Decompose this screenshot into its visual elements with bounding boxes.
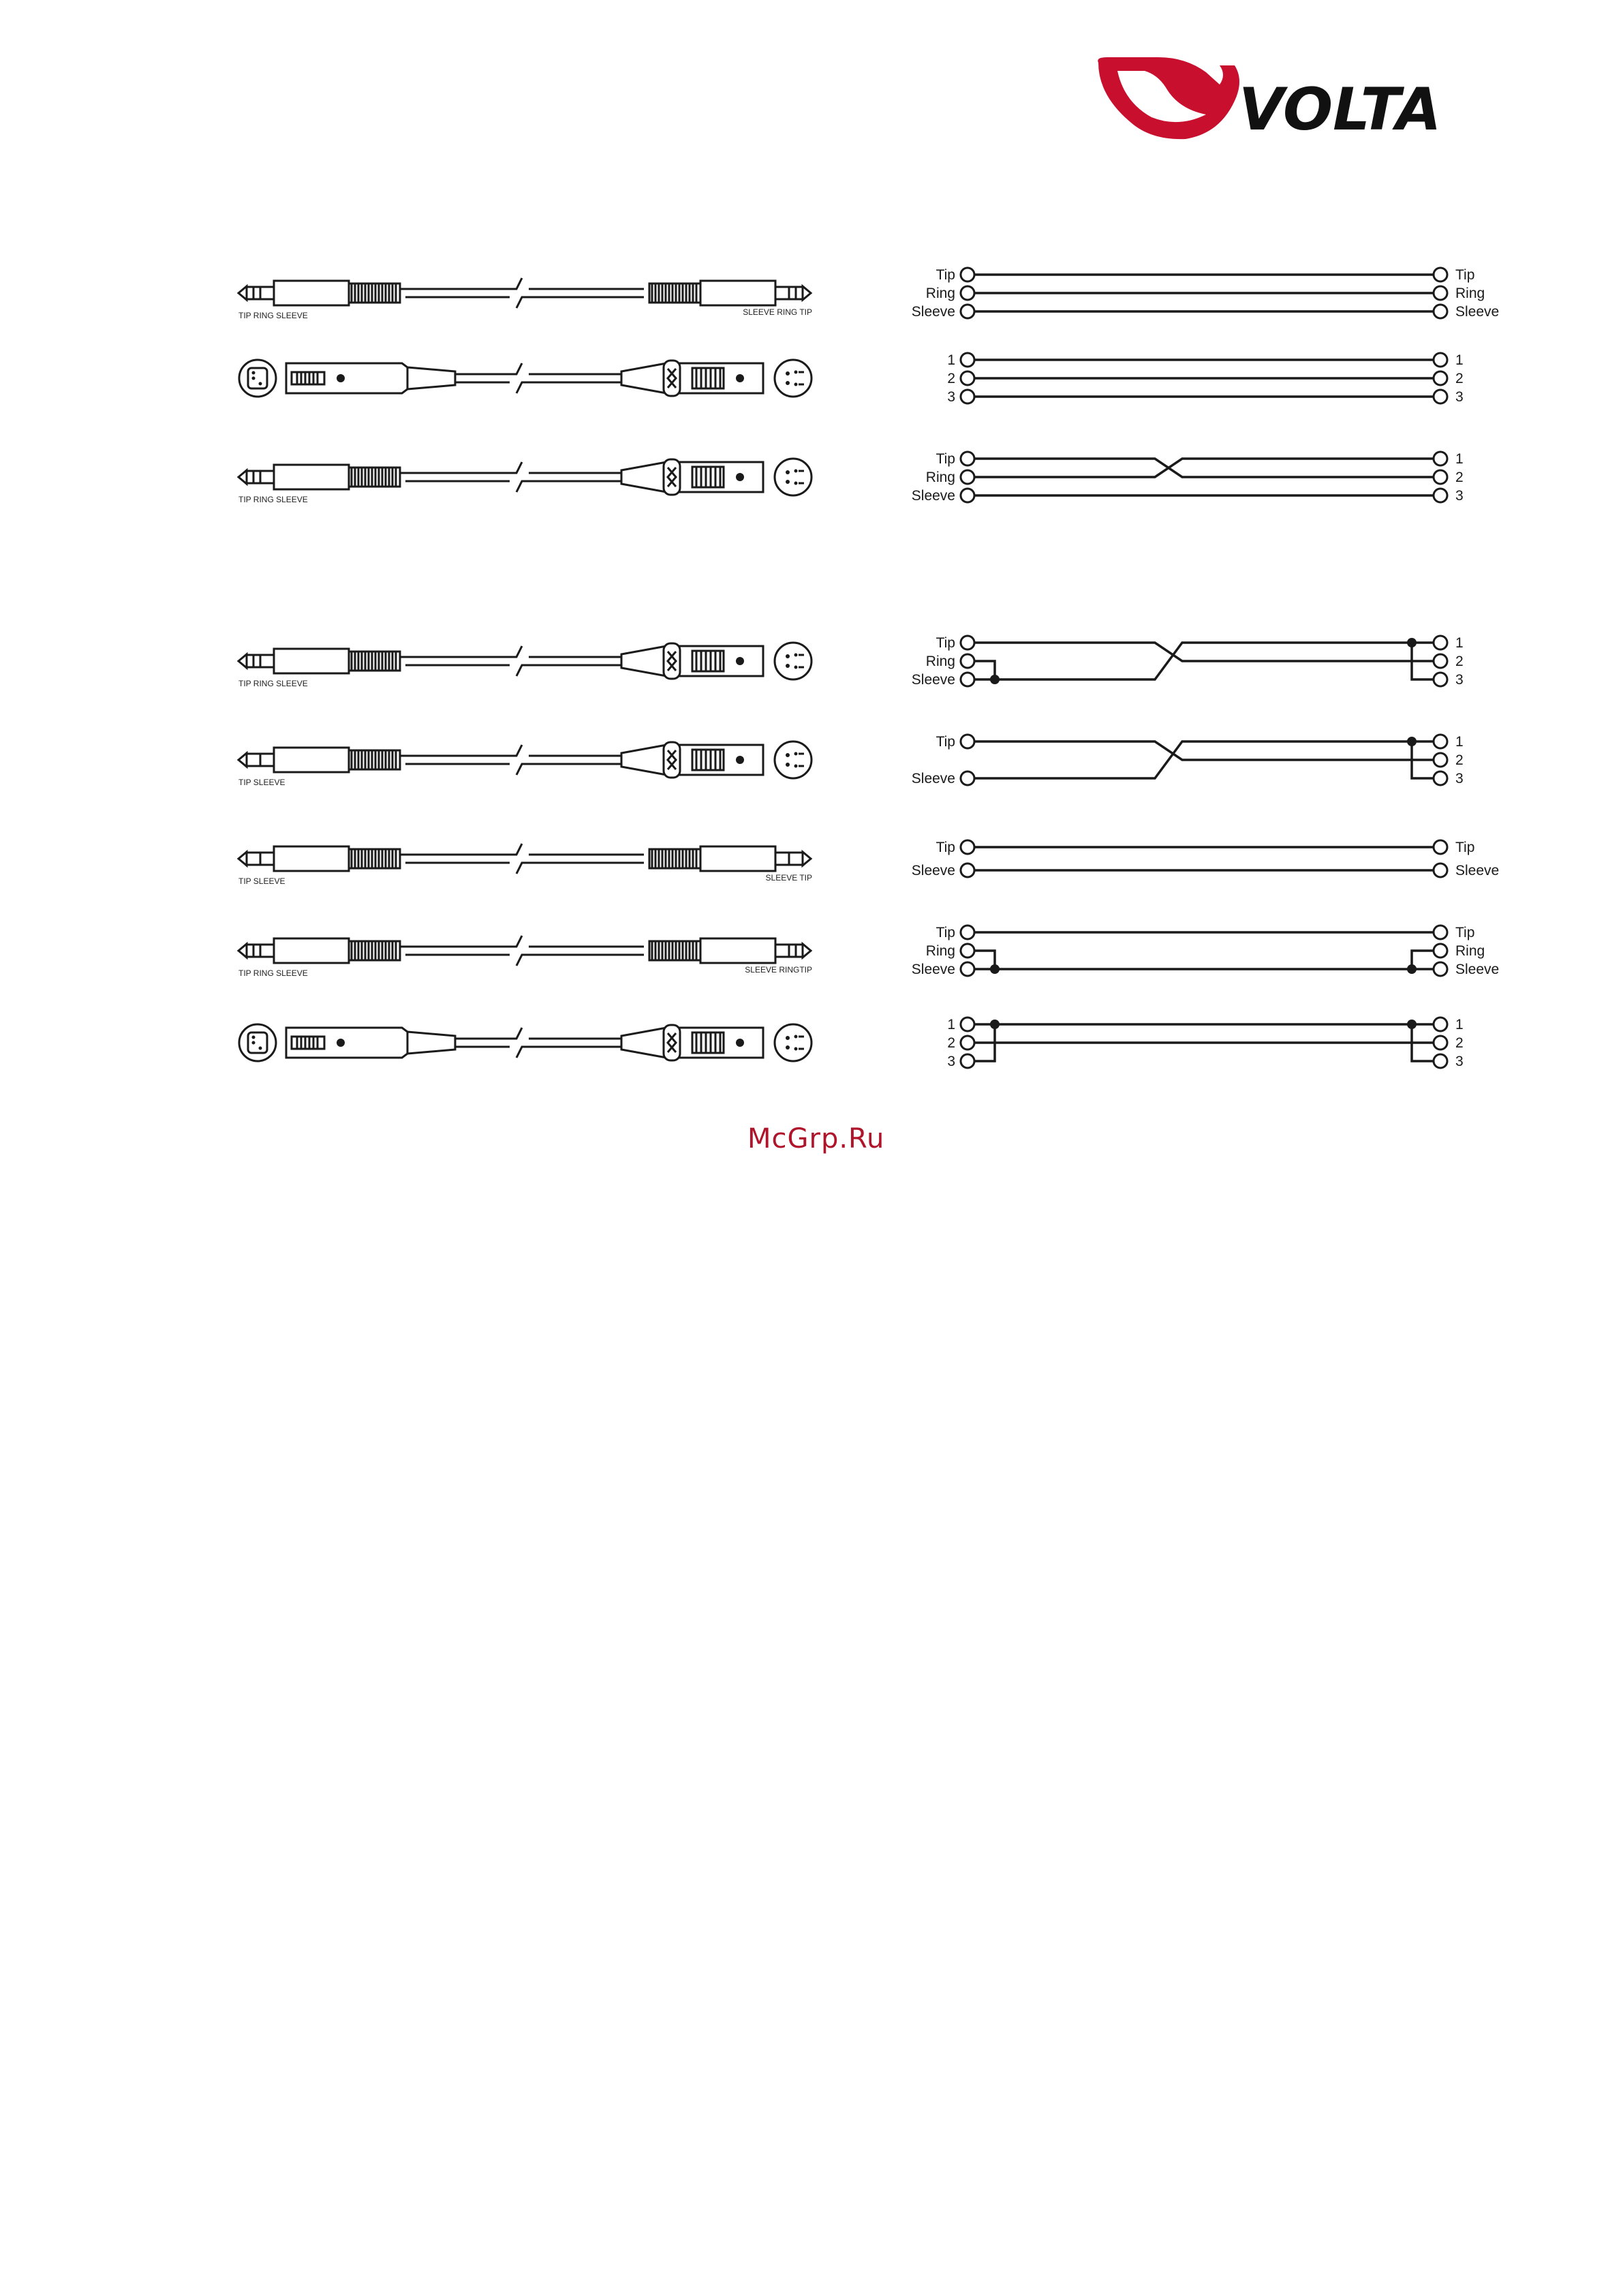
schematic-trs-unbal-xlrm	[912, 635, 1464, 688]
pin-terminal	[1434, 673, 1447, 686]
xlr-face-pin	[794, 470, 798, 473]
jack-grip	[349, 750, 400, 769]
junction-dot	[1407, 638, 1417, 647]
cable-sheath-left	[455, 363, 522, 382]
pin-terminal	[1434, 489, 1447, 502]
xlr-face-pin	[794, 666, 798, 669]
pin-terminal	[1434, 925, 1447, 939]
jack-grip	[349, 941, 400, 960]
pin-label-right: 1	[1455, 352, 1464, 368]
xlr-screw	[736, 374, 744, 382]
xlr-screw	[337, 374, 345, 382]
xlr-male-body	[621, 742, 763, 778]
xlr-screw	[736, 756, 744, 764]
pin-label-right: Sleeve	[1455, 962, 1500, 977]
xlr-face-hole	[252, 371, 256, 375]
junction-dot	[1407, 737, 1417, 746]
pin-terminal	[1434, 636, 1447, 649]
cable-caption-left: TIP RING SLEEVE	[238, 311, 308, 320]
pin-label-right: 1	[1455, 451, 1464, 467]
cable-caption-right: SLEEVE RING TIP	[743, 307, 812, 317]
cable-sheath-left	[405, 462, 522, 481]
pin-terminal	[1434, 962, 1447, 976]
xlr-face-pin	[786, 381, 790, 385]
pin-label-right: Tip	[1455, 925, 1475, 940]
xlr-face-ring	[775, 360, 812, 397]
xlr-face-hole	[259, 1047, 262, 1050]
pin-label-left: Tip	[936, 925, 955, 940]
pin-label-right: 3	[1455, 389, 1464, 405]
cable-caption-right: SLEEVE RINGTIP	[745, 965, 812, 975]
pin-label-left: Tip	[936, 267, 955, 283]
pin-label-left: Sleeve	[911, 304, 955, 320]
cable-sheath-left	[455, 1028, 522, 1047]
cable-sheath-left	[405, 646, 522, 665]
xlr-face-pin	[786, 654, 790, 658]
xlr-face-pin	[786, 1036, 790, 1040]
jack-housing	[700, 846, 775, 871]
cable-sheath-left	[405, 278, 522, 297]
cable-caption-left: TIP RING SLEEVE	[238, 495, 308, 504]
schematic-trs-xlrm	[912, 451, 1464, 504]
pin-terminal	[961, 371, 974, 385]
pin-label-right: 2	[1455, 752, 1464, 768]
pin-label-left: Ring	[925, 286, 955, 301]
jack-housing	[274, 938, 349, 963]
xlr-face-pin	[794, 383, 798, 386]
xlr-male-body	[621, 643, 763, 679]
xlr-face-pin	[794, 1035, 798, 1039]
cable-sheath-left	[405, 936, 522, 955]
pin-label-right: 3	[1455, 1054, 1464, 1069]
pin-label-left: 2	[947, 371, 955, 386]
logo-wordmark: VOLTA	[1239, 76, 1442, 144]
pin-label-right: 2	[1455, 470, 1464, 485]
pin-label-left: Tip	[936, 734, 955, 750]
jack-housing	[700, 938, 775, 963]
pin-terminal	[1434, 944, 1447, 958]
pin-terminal	[961, 636, 974, 649]
pin-label-left: Ring	[925, 654, 955, 669]
pin-label-right: Tip	[1455, 840, 1475, 855]
pin-label-left: Ring	[925, 943, 955, 959]
cable-caption-left: TIP RING SLEEVE	[238, 679, 308, 688]
pin-terminal	[961, 305, 974, 318]
xlr-male-body	[621, 459, 763, 495]
pin-label-right: 2	[1455, 371, 1464, 386]
cable-sheath-right	[516, 657, 621, 676]
xlr-collar	[664, 742, 680, 778]
pin-label-left: Sleeve	[911, 863, 955, 878]
xlr-boot	[407, 367, 455, 389]
cable-caption-left: TIP RING SLEEVE	[238, 968, 308, 978]
pin-label-left: Sleeve	[911, 488, 955, 504]
jack-housing	[274, 465, 349, 489]
wire	[974, 459, 1434, 477]
pin-label-left: Ring	[925, 470, 955, 485]
cable-sheath-right	[516, 374, 621, 393]
xlr-face-pin	[794, 765, 798, 768]
xlr-face-hole	[259, 382, 262, 386]
cable-sheath-right	[516, 473, 621, 492]
xlr-screw	[736, 473, 744, 481]
junction-dot	[990, 964, 1000, 974]
jack-grip	[349, 849, 400, 868]
xlr-face-hole	[252, 1036, 256, 1039]
pin-terminal	[1434, 353, 1447, 367]
pin-terminal	[961, 771, 974, 785]
cable-xlrf-xlrm	[239, 360, 812, 397]
pin-label-right: Sleeve	[1455, 863, 1500, 878]
xlr-face-pin	[794, 752, 798, 756]
pin-terminal	[961, 1017, 974, 1031]
cable-caption-left: TIP SLEEVE	[238, 876, 285, 886]
pin-label-right: Ring	[1455, 286, 1485, 301]
cable-trs-unbal-xlrm	[238, 643, 812, 688]
xlr-face-pin	[794, 1047, 798, 1051]
pin-terminal	[961, 353, 974, 367]
xlr-collar	[664, 643, 680, 679]
xlr-face-pin	[786, 664, 790, 668]
jack-tip	[238, 852, 247, 866]
xlr-screw	[736, 1039, 744, 1047]
cable-sheath-right	[516, 855, 644, 874]
pin-label-right: 3	[1455, 771, 1464, 786]
xlr-face-ring	[775, 643, 812, 679]
cable-caption-right: SLEEVE TIP	[765, 873, 812, 883]
xlr-male-face	[775, 459, 812, 495]
pin-terminal	[1434, 371, 1447, 385]
junction-dot	[1407, 1020, 1417, 1029]
pin-terminal	[961, 863, 974, 877]
schematic-trs-trs	[912, 267, 1499, 320]
xlr-male-face	[775, 1024, 812, 1061]
pin-terminal	[1434, 452, 1447, 465]
junction-dot	[990, 675, 1000, 684]
wire	[974, 741, 1434, 760]
pin-label-left: Sleeve	[911, 672, 955, 688]
pin-label-left: Sleeve	[911, 962, 955, 977]
xlr-male-face	[775, 360, 812, 397]
xlr-female-body	[286, 363, 455, 393]
xlr-screw	[337, 1039, 345, 1047]
jack-housing	[274, 281, 349, 305]
pin-terminal	[961, 1054, 974, 1068]
jack-housing	[274, 846, 349, 871]
jack-grip	[649, 849, 700, 868]
pin-label-left: Tip	[936, 451, 955, 467]
cable-sheath-left	[405, 745, 522, 764]
jack-tip	[803, 944, 811, 958]
cable-sheath-right	[516, 289, 644, 308]
pin-label-right: Tip	[1455, 267, 1475, 283]
xlr-collar	[664, 459, 680, 495]
jack-housing	[700, 281, 775, 305]
pin-label-right: 2	[1455, 654, 1464, 669]
xlr-male-face	[775, 643, 812, 679]
cable-caption-left: TIP SLEEVE	[238, 778, 285, 787]
xlr-face-pin	[786, 763, 790, 767]
xlr-male-face	[775, 741, 812, 778]
jack-housing	[274, 649, 349, 673]
xlr-male-body	[621, 361, 763, 396]
pin-terminal	[1434, 771, 1447, 785]
xlr-face-insert	[248, 368, 267, 388]
cable-trs-xlrm	[238, 459, 812, 504]
pin-terminal	[1434, 753, 1447, 767]
pin-label-right: 3	[1455, 672, 1464, 688]
pin-terminal	[961, 268, 974, 281]
pin-label-left: 1	[947, 352, 955, 368]
jack-grip	[349, 652, 400, 671]
xlr-face-ring	[775, 1024, 812, 1061]
jack-tip	[238, 286, 247, 300]
xlr-face-pin	[794, 654, 798, 657]
xlr-face-pin	[786, 1045, 790, 1050]
pin-terminal	[961, 470, 974, 484]
pin-terminal	[961, 962, 974, 976]
cable-sheath-right	[516, 1039, 621, 1058]
pin-terminal	[1434, 1036, 1447, 1050]
xlr-face-pin	[786, 753, 790, 757]
jack-tip	[238, 753, 247, 767]
cable-sheath-left	[405, 844, 522, 863]
wire	[974, 643, 1434, 661]
xlr-female-face	[239, 1024, 276, 1061]
pin-terminal	[961, 452, 974, 465]
pin-label-left: Tip	[936, 635, 955, 651]
xlr-male-body	[621, 1025, 763, 1060]
pin-terminal	[961, 390, 974, 403]
xlr-face-ring	[775, 459, 812, 495]
pin-label-right: Sleeve	[1455, 304, 1500, 320]
pin-label-right: 1	[1455, 635, 1464, 651]
pin-terminal	[961, 944, 974, 958]
cable-xlrf-xlrm-unbal	[239, 1024, 812, 1061]
xlr-collar	[664, 1025, 680, 1060]
pin-label-right: 1	[1455, 734, 1464, 750]
schematic-trs-trs-unbal	[912, 925, 1499, 977]
jack-grip	[649, 284, 700, 303]
junction-dot	[1407, 964, 1417, 974]
xlr-face-pin	[786, 371, 790, 376]
jack-tip	[238, 654, 247, 668]
pin-label-right: 2	[1455, 1035, 1464, 1051]
volta-logo	[1098, 57, 1441, 144]
jack-grip	[349, 468, 400, 487]
xlr-boot	[407, 1032, 455, 1054]
pin-terminal	[1434, 470, 1447, 484]
pin-label-left: 1	[947, 1017, 955, 1032]
xlr-collar	[664, 361, 680, 396]
xlr-face-pin	[794, 371, 798, 374]
jack-tip	[803, 852, 811, 866]
pin-terminal	[1434, 286, 1447, 300]
pin-label-right: 1	[1455, 1017, 1464, 1032]
xlr-face-pin	[786, 480, 790, 484]
schematic-xlrf-xlrm-unbal	[947, 1017, 1463, 1069]
pin-terminal	[1434, 390, 1447, 403]
pin-label-right: 3	[1455, 488, 1464, 504]
pin-terminal	[1434, 654, 1447, 668]
cable-ts-xlrm	[238, 741, 812, 787]
pin-terminal	[1434, 305, 1447, 318]
jack-housing	[274, 748, 349, 772]
jack-tip	[238, 944, 247, 958]
xlr-face-hole	[252, 377, 256, 380]
jack-tip	[238, 470, 247, 484]
pin-label-left: 3	[947, 1054, 955, 1069]
xlr-face-insert	[248, 1032, 267, 1053]
pin-terminal	[1434, 840, 1447, 854]
pin-terminal	[961, 489, 974, 502]
pin-terminal	[1434, 735, 1447, 748]
jack-grip	[349, 284, 400, 303]
pin-label-left: Sleeve	[911, 771, 955, 786]
jack-grip	[649, 941, 700, 960]
xlr-face-hole	[252, 1041, 256, 1045]
pin-terminal	[961, 673, 974, 686]
wire	[974, 459, 1434, 477]
junction-dot	[990, 1020, 1000, 1029]
pin-label-left: 3	[947, 389, 955, 405]
xlr-female-face	[239, 360, 276, 397]
xlr-screw	[736, 657, 744, 665]
pin-terminal	[1434, 268, 1447, 281]
xlr-face-ring	[775, 741, 812, 778]
pin-label-right: Ring	[1455, 943, 1485, 959]
pin-terminal	[961, 735, 974, 748]
cable-trs-trs-unbal	[238, 936, 812, 978]
cable-sheath-right	[516, 756, 621, 775]
xlr-face-pin	[786, 470, 790, 474]
cable-sheath-right	[516, 947, 644, 966]
pin-terminal	[1434, 1017, 1447, 1031]
watermark-text: McGrp.Ru	[747, 1123, 885, 1154]
cable-trs-trs	[238, 278, 812, 320]
schematic-xlrf-xlrm	[947, 352, 1463, 405]
pin-terminal	[961, 925, 974, 939]
pin-terminal	[961, 286, 974, 300]
pin-label-left: 2	[947, 1035, 955, 1051]
pin-terminal	[1434, 1054, 1447, 1068]
pin-terminal	[961, 1036, 974, 1050]
pin-terminal	[961, 840, 974, 854]
pin-terminal	[1434, 863, 1447, 877]
cable-ts-ts	[238, 844, 812, 886]
pin-terminal	[961, 654, 974, 668]
jack-tip	[803, 286, 811, 300]
schematic-ts-ts	[912, 840, 1499, 878]
pin-label-left: Tip	[936, 840, 955, 855]
schematic-ts-xlrm	[912, 734, 1464, 786]
xlr-face-pin	[794, 482, 798, 485]
xlr-female-body	[286, 1028, 455, 1058]
